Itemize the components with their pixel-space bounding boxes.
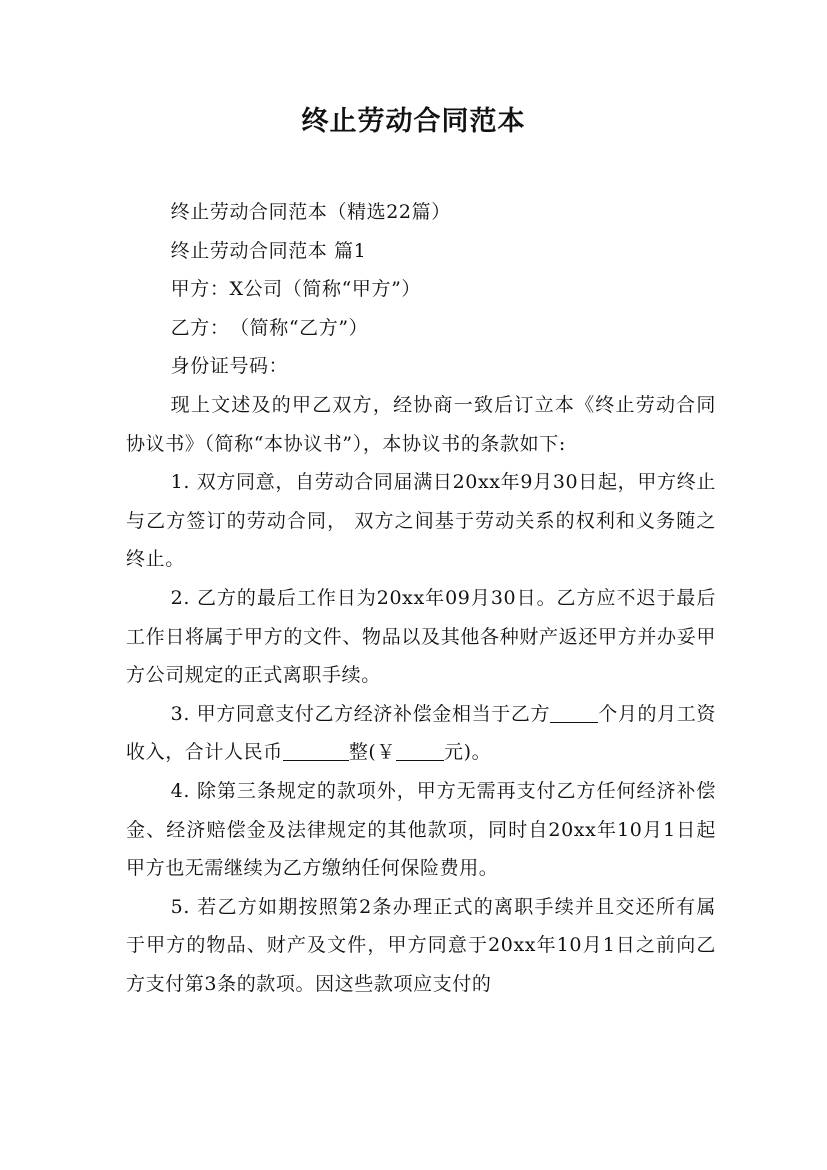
paragraph-preamble: 现上文述及的甲乙双方，经协商一致后订立本《终止劳动合同协议书》（简称“本协议书”），本协议书的条款如下: bbox=[126, 393, 716, 455]
paragraph-section-heading: 终止劳动合同范本 篇1 bbox=[170, 239, 367, 262]
paragraph-clause-1: 1. 双方同意，自劳动合同届满日20xx年9月30日起，甲方终止与乙方签订的劳动合同， 双方之间基于劳动关系的权利和义务随之终止。 bbox=[126, 471, 716, 571]
document-title: 终止劳动合同范本 bbox=[301, 106, 526, 137]
paragraph-id-number: 身份证号码： bbox=[170, 355, 289, 378]
document-body bbox=[126, 193, 716, 1003]
clause-3-text-d: 元)。 bbox=[444, 741, 492, 764]
amount-figures-blank bbox=[396, 741, 444, 761]
paragraph-clause-2: 2. 乙方的最后工作日为20xx年09月30日。乙方应不迟于最后工作日将属于甲方的文件、物品以及其他各种财产返还甲方并办妥甲方公司规定的正式离职手续。 bbox=[126, 586, 716, 687]
paragraph-clause-5: 5. 若乙方如期按照第2条办理正式的离职手续并且交还所有属于甲方的物品、财产及文件，甲方同意于20xx年10月1日之前向乙方支付第3条的款项。因这些款项应支付的 bbox=[126, 895, 716, 995]
clause-3-text-b: 个月的月工资收入，合计人民币 bbox=[126, 702, 716, 764]
months-blank bbox=[550, 703, 598, 723]
amount-words-blank bbox=[283, 741, 349, 761]
paragraph-clause-3 bbox=[126, 695, 716, 772]
paragraph-party-b: 乙方： （简称“乙方”） bbox=[170, 316, 369, 339]
paragraph-subtitle: 终止劳动合同范本（精选22篇） bbox=[170, 201, 451, 223]
clause-3-text-c: 整(￥ bbox=[348, 741, 397, 764]
clause-3-text-a: 3. 甲方同意支付乙方经济补偿金相当于乙方 bbox=[170, 702, 551, 725]
paragraph-clause-4: 4. 除第三条规定的款项外，甲方无需再支付乙方任何经济补偿金、经济赔偿金及法律规定的其他款项，同时自20xx年10月1日起甲方也无需继续为乙方缴纳任何保险费用。 bbox=[126, 779, 716, 880]
paragraph-party-a: 甲方：X公司（简称“甲方”） bbox=[170, 278, 421, 301]
